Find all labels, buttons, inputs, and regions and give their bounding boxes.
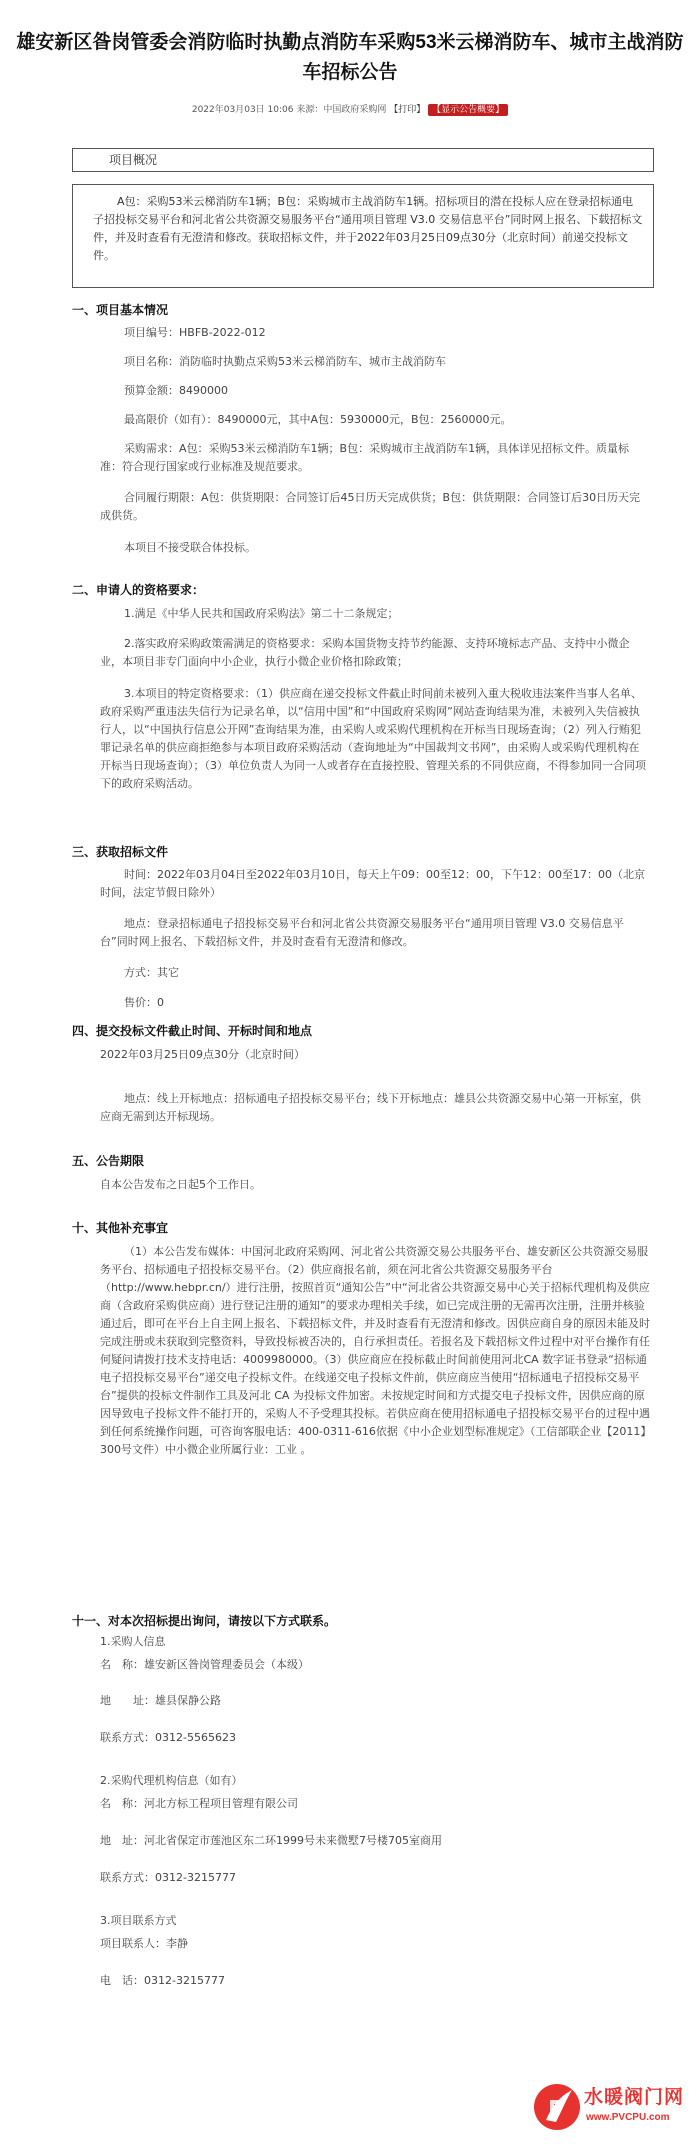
section-heading-5: 五、公告期限: [72, 1154, 145, 1168]
qualification-3: 3.本项目的特定资格要求：（1）供应商在递交投标文件截止时间前未被列入重大税收违法案件当事人名单、政府采购严重违法失信行为记录名单，以“信用中国”和“中国政府采购网”网站查询结果为准，未被列入失信被执行人，以“中国执行信息公开网”查询结果为准，由采购人或采购代理机构在开标当日现场查询；（2）列入行贿犯罪记录名单的供应商拒绝参与本项目政府采购活动（查询地址为“中国裁判文书网”，由采购人或采购代理机构在开标当日现场查询）；（3）单位负责人为同一人或者存在直接控股、管理关系的不同供应商，不得参加同一合同项下的政府采购活动。: [100, 687, 646, 790]
purchaser-phone: 联系方式：0312-5565623: [100, 1731, 236, 1744]
watermark-site-name: 水暖阀门网: [584, 2087, 685, 2108]
overview-label-box: 项目概况: [72, 148, 654, 172]
obtain-location: 地点：登录招标通电子招投标交易平台和河北省公共资源交易服务平台“通用项目管理 V3.0 交易信息平台”同时网上报名、下载招标文件，并及时查看有无澄清和修改。: [100, 917, 624, 948]
section-heading-2: 二、申请人的资格要求：: [72, 583, 205, 597]
purchaser-title: 1.采购人信息: [100, 1635, 166, 1648]
page-title: 雄安新区昝岗管委会消防临时执勤点消防车采购53米云梯消防车、城市主战消防车招标公告: [16, 32, 684, 83]
budget: 预算金额：8490000: [124, 384, 228, 397]
agency-title: 2.采购代理机构信息（如有）: [100, 1774, 243, 1787]
section-heading-1: 一、项目基本情况: [72, 303, 169, 317]
purchaser-name: 名 称：雄安新区昝岗管理委员会（本级）: [100, 1658, 309, 1671]
section-heading-4: 四、提交投标文件截止时间、开标时间和地点: [72, 1024, 313, 1038]
procurement-needs: 采购需求：A包：采购53米云梯消防车1辆；B包：采购城市主战消防车1辆，具体详见招标文件。质量标准：符合现行国家或行业标准及规范要求。: [100, 442, 630, 473]
overview-summary: A包：采购53米云梯消防车1辆；B包：采购城市主战消防车1辆。招标项目的潜在投标人应在登录招标通电子招投标交易平台和河北省公共资源交易服务平台“通用项目管理 V3.0 交易信息平台”同时网上报名、下载招标文件，并及时查看有无澄清和修改。获取招标文件，并于2022年03月25日09点30分（北京时间）前递交投标文件。: [72, 184, 654, 288]
agency-phone: 联系方式：0312-3215777: [100, 1871, 236, 1884]
agency-address: 地 址：河北省保定市莲池区东二环1999号未来微墅7号楼705室商用: [100, 1834, 442, 1847]
publish-meta: [0, 102, 700, 115]
bid-opening-location: 地点：线上开标地点：招标通电子招投标交易平台；线下开标地点：雄县公共资源交易中心第一开标室，供应商无需到达开标现场。: [100, 1092, 641, 1123]
project-contact-title: 3.项目联系方式: [100, 1914, 177, 1927]
print-link[interactable]: 【打印】: [389, 105, 426, 115]
contract-period: 合同履行期限：A包：供货期限：合同签订后45日历天完成供货；B包：供货期限：合同签订后30日历天完成供货。: [100, 491, 641, 522]
max-price: 最高限价（如有）：8490000元，其中A包：5930000元，B包：2560000元。: [124, 413, 512, 426]
site-watermark: [532, 2078, 694, 2138]
price: 售价：0: [124, 996, 164, 1009]
section-heading-3: 三、获取招标文件: [72, 845, 169, 859]
summary-toggle-button[interactable]: 【显示公告概要】: [428, 104, 508, 116]
supplementary-info: （1）本公告发布媒体：中国河北政府采购网、河北省公共资源交易公共服务平台、雄安新区公共资源交易服务平台、招标通电子招投标交易平台。（2）供应商报名前，须在河北省公共资源交易服务平台（http://www.hebpr.cn/）进行注册，按照首页“通知公告”中“河北省公共资源交易中心关于招标代理机构及供应商（含政府采购供应商）进行登记注册的通知”的要求办理相关手续，如已完成注册的无需再次注册，注册并核验通过后，即可在平台上自主网上报名、下载招标文件，并及时查看有无澄清和修改。因供应商自身的原因未能及时完成注册或未获取到完整资料，导致投标被否决的，自行承担责任。若报名及下载招标文件过程中对平台操作有任何疑问请拨打技术支持电话：4009980000。（3）供应商应在投标截止时间前使用河北CA 数字证书登录“招标通电子招投标交易平台”递交电子投标文件。在线递交电子投标文件前，供应商应当使用“招标通电子招投标交易平台”提供的投标文件制作工具及河北 CA 为投标文件加密。未按规定时间和方式提交电子投标文件，因供应商的原因导致电子投标文件不能打开的，采购人不予受理其投标。若供应商在使用招标通电子招投标交易平台的过程中遇到任何系统操作问题，可咨询客服电话：400-0311-616依据《中小企业划型标准规定》（工信部联企业【2011】300号文件）中小微企业所属行业：工业 。: [100, 1245, 650, 1456]
no-consortium: 本项目不接受联合体投标。: [124, 541, 256, 554]
project-contact-phone: 电 话：0312-3215777: [100, 1974, 225, 1987]
qualification-1: 1.满足《中华人民共和国政府采购法》第二十二条规定；: [124, 607, 399, 620]
source-label: 来源：中国政府采购网: [296, 105, 387, 115]
watermark-site-url: www.PVCPU.com: [586, 2112, 670, 2123]
qualification-2: 2.落实政府采购政策需满足的资格要求：采购本国货物支持节约能源、支持环境标志产品、支持中小微企业，本项目非专门面向中小企业，执行小微企业价格扣除政策；: [100, 637, 630, 668]
notice-period: 自本公告发布之日起5个工作日。: [100, 1178, 261, 1191]
project-contact-person: 项目联系人：李静: [100, 1937, 188, 1950]
agency-name: 名 称：河北方标工程项目管理有限公司: [100, 1797, 298, 1810]
obtain-method: 方式：其它: [124, 966, 179, 979]
section-heading-11: 十一、对本次招标提出询问，请按以下方式联系。: [72, 1614, 337, 1628]
project-number: 项目编号：HBFB-2022-012: [124, 326, 266, 339]
publish-date: 2022年03月03日 10:06: [191, 105, 294, 115]
purchaser-address: 地 址：雄县保静公路: [100, 1694, 221, 1707]
section-heading-10: 十、其他补充事宜: [72, 1221, 169, 1235]
deadline: 2022年03月25日09点30分（北京时间）: [100, 1048, 305, 1061]
project-name: 项目名称：消防临时执勤点采购53米云梯消防车、城市主战消防车: [124, 355, 446, 368]
watermark-logo-icon: [532, 2080, 582, 2132]
obtain-time: 时间：2022年03月04日至2022年03月10日，每天上午09：00至12：00，下午12：00至17：00（北京时间，法定节假日除外）: [100, 868, 645, 899]
